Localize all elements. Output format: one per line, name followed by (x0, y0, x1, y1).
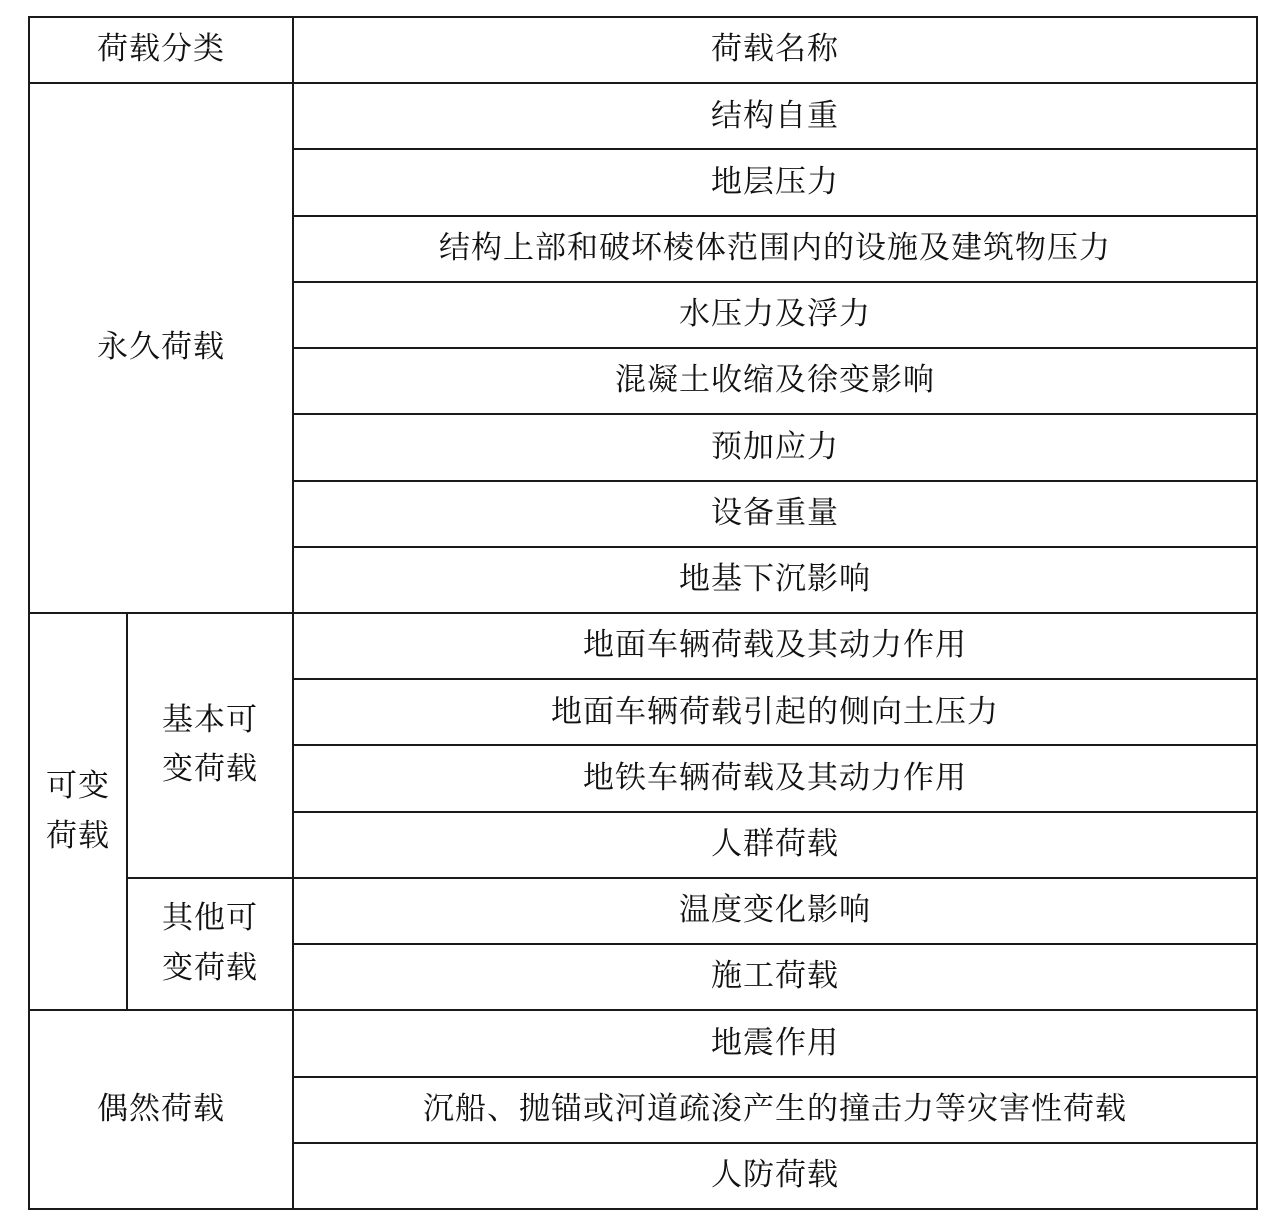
table-row (29, 878, 1257, 944)
load-name-cell: 水压力及浮力 (293, 282, 1257, 348)
subcategory-other-line1: 其他可 (162, 900, 258, 937)
load-name-cell: 温度变化影响 (293, 878, 1257, 944)
subcategory-basic-line2: 变荷载 (162, 751, 258, 788)
header-row (29, 17, 1257, 83)
load-classification-table (28, 16, 1258, 1210)
category-variable (29, 613, 127, 1010)
table-row (29, 1010, 1257, 1076)
load-name-cell: 结构自重 (293, 83, 1257, 149)
load-name-cell: 地铁车辆荷载及其动力作用 (293, 745, 1257, 811)
subcategory-other-line2: 变荷载 (162, 950, 258, 987)
load-name-cell: 人防荷载 (293, 1143, 1257, 1209)
load-name-cell: 预加应力 (293, 414, 1257, 480)
load-name-cell: 施工荷载 (293, 944, 1257, 1010)
load-name-cell: 地层压力 (293, 149, 1257, 215)
subcategory-basic-variable (127, 613, 293, 878)
subcategory-basic-line1: 基本可 (162, 701, 258, 738)
load-name-cell: 沉船、抛锚或河道疏浚产生的撞击力等灾害性荷载 (293, 1077, 1257, 1143)
table-row (29, 83, 1257, 149)
table-row (29, 613, 1257, 679)
load-name-cell: 混凝土收缩及徐变影响 (293, 348, 1257, 414)
load-name-cell: 地面车辆荷载引起的侧向土压力 (293, 679, 1257, 745)
subcategory-other-variable (127, 878, 293, 1010)
load-name-cell: 设备重量 (293, 481, 1257, 547)
header-name: 荷载名称 (293, 17, 1257, 83)
category-accidental: 偶然荷载 (29, 1010, 293, 1209)
load-name-cell: 地震作用 (293, 1010, 1257, 1076)
header-category: 荷载分类 (29, 17, 293, 83)
category-variable-line2: 荷载 (46, 817, 110, 854)
load-name-cell: 结构上部和破坏棱体范围内的设施及建筑物压力 (293, 216, 1257, 282)
category-variable-line1: 可变 (46, 768, 110, 805)
load-name-cell: 地基下沉影响 (293, 547, 1257, 613)
category-permanent: 永久荷载 (29, 83, 293, 613)
load-name-cell: 地面车辆荷载及其动力作用 (293, 613, 1257, 679)
load-name-cell: 人群荷载 (293, 812, 1257, 878)
